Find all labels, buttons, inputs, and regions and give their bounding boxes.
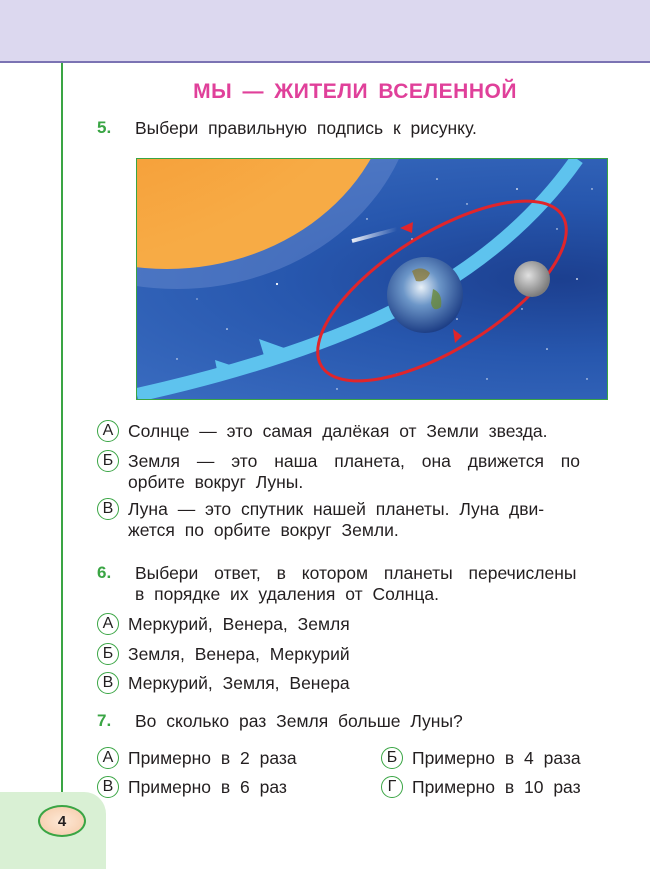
option-badge: В — [97, 498, 119, 520]
header-band — [0, 0, 650, 63]
option-6-a[interactable] — [97, 614, 350, 635]
option-5-a[interactable] — [97, 421, 548, 442]
option-text: Земля, Венера, Меркурий — [128, 644, 350, 664]
option-line: жется по орбите вокруг Земли. — [128, 520, 399, 540]
option-badge: Г — [381, 776, 403, 798]
option-5-b[interactable] — [97, 451, 580, 493]
question-number: 7. — [97, 711, 112, 730]
option-badge: Б — [381, 747, 403, 769]
margin-line — [61, 63, 63, 805]
option-badge: В — [97, 672, 119, 694]
option-7-v[interactable] — [97, 777, 287, 798]
option-text: Примерно в 6 раз — [128, 777, 287, 797]
question-line: в порядке их удаления от Солнца. — [135, 584, 439, 604]
question-text — [135, 563, 576, 605]
option-line: орбите вокруг Луны. — [128, 472, 304, 492]
option-7-a[interactable] — [97, 748, 297, 769]
option-text: Солнце — это самая далёкая от Земли звезда. — [128, 421, 548, 441]
option-6-v[interactable] — [97, 673, 350, 694]
option-badge: Б — [97, 643, 119, 665]
option-text — [128, 499, 544, 541]
option-text: Примерно в 2 раза — [128, 748, 297, 768]
option-line: Земля — это наша планета, она движется по — [128, 451, 580, 471]
question-text: Выбери правильную подпись к рисунку. — [135, 118, 477, 138]
option-7-g[interactable] — [381, 777, 581, 798]
option-text — [128, 451, 580, 493]
option-badge: В — [97, 776, 119, 798]
question-text: Во сколько раз Земля больше Луны? — [135, 711, 463, 731]
earth — [387, 257, 463, 333]
option-text: Меркурий, Земля, Венера — [128, 673, 350, 693]
option-text: Меркурий, Венера, Земля — [128, 614, 350, 634]
option-7-b[interactable] — [381, 748, 581, 769]
page-title: МЫ — ЖИТЕЛИ ВСЕЛЕННОЙ — [193, 80, 517, 103]
option-badge: А — [97, 420, 119, 442]
moon — [514, 261, 550, 297]
question-number: 6. — [97, 563, 112, 582]
option-5-v[interactable] — [97, 499, 544, 541]
option-text: Примерно в 4 раза — [412, 748, 581, 768]
question-line: Выбери ответ, в котором планеты перечислены — [135, 563, 577, 583]
option-text: Примерно в 10 раз — [412, 777, 581, 797]
page-number: 4 — [38, 805, 86, 837]
option-6-b[interactable] — [97, 644, 350, 665]
solar-system-figure — [136, 158, 608, 400]
option-badge: А — [97, 747, 119, 769]
option-badge: А — [97, 613, 119, 635]
option-badge: Б — [97, 450, 119, 472]
question-number: 5. — [97, 118, 112, 137]
option-line: Луна — это спутник нашей планеты. Луна дви- — [128, 499, 545, 519]
